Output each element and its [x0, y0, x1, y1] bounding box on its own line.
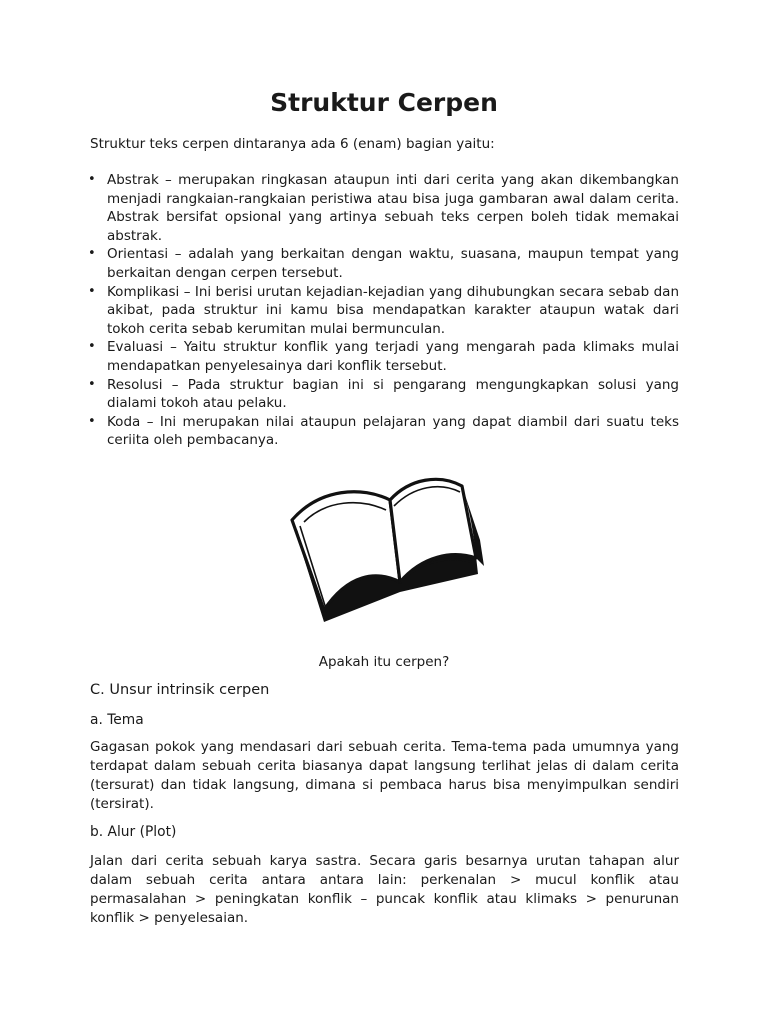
list-item-evaluasi: • Evaluasi – Yaitu struktur konflik yang terjadi yang mengarah pada klimaks mulai mendapatkan penyelesainya dari konflik tersebut.: [88, 338, 679, 375]
paragraph-alur: Jalan dari cerita sebuah karya sastra. Secara garis besarnya urutan tahapan alur dalam sebuah cerita antara antara lain: perkenalan > mucul konflik atau permasalahan > peningkatan konflik – puncak konflik atau klimaks > penurunan konflik > penyelesaian.: [90, 853, 679, 926]
list-item-abstrak: • Abstrak – merupakan ringkasan ataupun inti dari cerita yang akan dikembangkan menjadi rangkaian-rangkaian peristiwa atau bisa juga gambaran awal dalam cerita. Abstrak bersifat opsional yang artinya sebuah teks cerpen boleh tidak memakai abstrak.: [88, 171, 679, 245]
list-item-komplikasi: • Komplikasi – Ini berisi urutan kejadian-kejadian yang dihubungkan secara sebab dan akibat, pada struktur ini kamu bisa mendapatkan karakter ataupun watak dari tokoh cerita sebab kerumitan mulai bermunculan.: [88, 283, 679, 339]
list-item-orientasi: • Orientasi – adalah yang berkaitan dengan waktu, suasana, maupun tempat yang berkaitan dengan cerpen tersebut.: [88, 245, 679, 282]
subsection-heading-alur: b. Alur (Plot): [90, 824, 177, 840]
figure-caption: Apakah itu cerpen?: [318, 654, 450, 670]
structure-list: [88, 171, 679, 450]
paragraph-tema: Gagasan pokok yang mendasari dari sebuah cerita. Tema-tema pada umumnya yang terdapat dalam sebuah cerita biasanya dapat langsung terlihat jelas di dalam cerita (tersurat) dan tidak langsung, dimana si pembaca harus bisa menyimpulkan sendiri (tersirat).: [90, 739, 679, 812]
list-item-koda: • Koda – Ini merupakan nilai ataupun pelajaran yang dapat diambil dari suatu teks ceriita oleh pembacanya.: [88, 413, 679, 450]
section-heading: C. Unsur intrinsik cerpen: [90, 682, 270, 698]
list-item-resolusi: • Resolusi – Pada struktur bagian ini si pengarang mengungkapkan solusi yang dialami tokoh atau pelaku.: [88, 376, 679, 413]
subsection-heading-tema: a. Tema: [90, 712, 144, 728]
page-title: Struktur Cerpen: [270, 88, 498, 117]
intro-text: Struktur teks cerpen dintaranya ada 6 (enam) bagian yaitu:: [90, 136, 495, 152]
open-book-icon: [280, 470, 490, 635]
